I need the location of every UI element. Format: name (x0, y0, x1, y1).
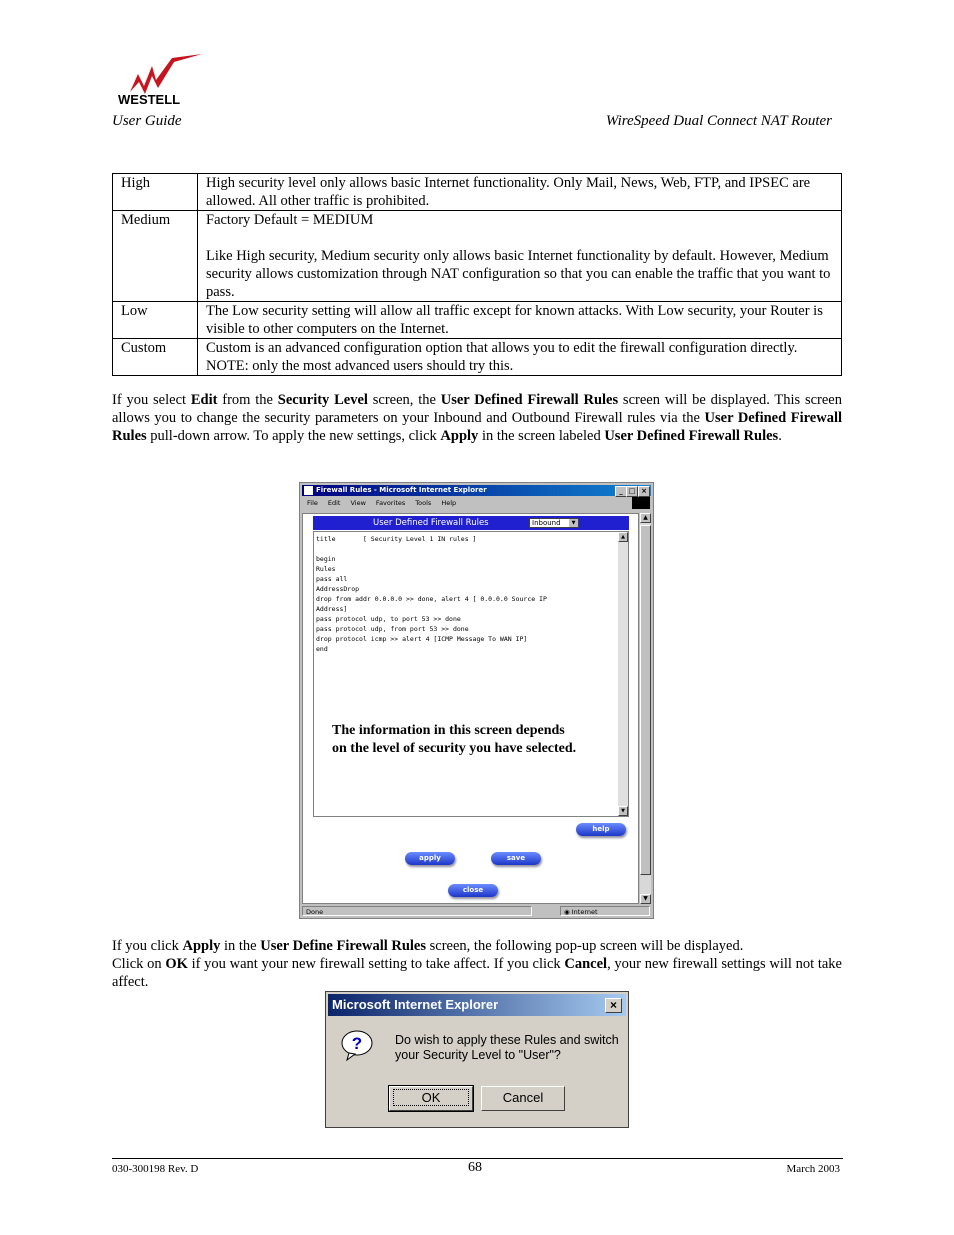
menu-favorites[interactable]: Favorites (375, 499, 406, 507)
header-product-title: WireSpeed Dual Connect NAT Router (605, 113, 832, 129)
chevron-down-icon[interactable]: ▼ (569, 519, 578, 527)
bold-term: Security Level (277, 392, 368, 408)
close-button[interactable]: close (448, 884, 498, 897)
direction-select[interactable] (529, 518, 579, 528)
dialog-message (395, 1033, 619, 1063)
scroll-down-icon[interactable]: ▼ (618, 806, 628, 816)
menu-tools[interactable]: Tools (415, 499, 432, 507)
menu-file[interactable]: File (307, 499, 318, 507)
save-button[interactable]: save (491, 852, 541, 865)
bold-term: Apply (182, 938, 221, 954)
level-cell: Custom (113, 339, 198, 376)
table-row (113, 339, 842, 376)
menu-view[interactable]: View (350, 499, 366, 507)
window-title: Firewall Rules - Microsoft Internet Explorer (316, 486, 487, 494)
window-scrollbar[interactable] (640, 513, 651, 904)
table-row (113, 174, 842, 211)
header-guide-title: User Guide (112, 113, 182, 129)
screen-note-line: The information in this screen depends (332, 723, 565, 738)
description-text: Custom is an advanced configuration option that allows you to edit the firewall configuration directly. NOTE: only the most advanced users should try this. (206, 340, 798, 374)
ie-icon (304, 486, 313, 495)
status-done: Done (306, 908, 324, 916)
page-content (302, 513, 639, 904)
description-cell (198, 174, 842, 211)
zone-label: Internet (571, 908, 598, 916)
description-cell (198, 302, 842, 339)
page-number: 68 (468, 1160, 482, 1175)
scroll-up-icon[interactable]: ▲ (640, 513, 651, 523)
screen-note-line: on the level of security you have selected. (332, 741, 577, 756)
close-icon[interactable]: × (638, 486, 650, 497)
dialog-title: Microsoft Internet Explorer (332, 997, 499, 1012)
level-cell: Medium (113, 211, 198, 302)
description-cell (198, 339, 842, 376)
table-row (113, 302, 842, 339)
level-cell: High (113, 174, 198, 211)
screen-note (332, 722, 576, 758)
svg-text:?: ? (351, 1034, 363, 1053)
bold-term: Cancel (564, 956, 608, 972)
page-title-bar (313, 516, 629, 530)
status-bar (302, 906, 651, 917)
menu-bar (302, 497, 651, 510)
scroll-up-icon[interactable]: ▲ (618, 532, 628, 542)
help-button[interactable]: help (576, 823, 626, 836)
confirm-dialog (325, 991, 629, 1128)
doc-date: March 2003 (786, 1163, 840, 1175)
bold-term: User Defined Firewall Rules (604, 428, 779, 444)
minimize-icon[interactable]: _ (615, 486, 627, 497)
rules-text: title [ Security Level 1 IN rules ] begin Rules pass all AddressDrop drop from addr 0.0.0.0 >> done, alert 4 [ 0.0.0.0 Source IP Address] pass protocol udp, to port 53 >> done pass protocol udp, from port 53 >> done drop protocol icmp >> alert 4 [ICMP Message To WAN IP] end (316, 535, 547, 653)
dialog-message-line: your Security Level to "User"? (395, 1048, 561, 1062)
dialog-titlebar (328, 994, 626, 1016)
security-levels-table (112, 173, 842, 376)
brand-wordmark: WESTELL (118, 92, 181, 107)
table-row (113, 211, 842, 302)
close-icon[interactable]: × (605, 998, 622, 1013)
scroll-thumb[interactable] (640, 525, 651, 875)
bold-term: User Defined Firewall Rules (440, 392, 619, 408)
description-text: High security level only allows basic Internet functionality. Only Mail, News, Web, FTP, and IPSEC are allowed. All other traffic is prohibited. (206, 175, 811, 209)
scroll-down-icon[interactable]: ▼ (640, 894, 651, 904)
bold-term: OK (165, 956, 188, 972)
description-text: Factory Default = MEDIUM (206, 212, 374, 228)
rules-scrollbar[interactable] (618, 532, 628, 816)
edit-instructions-paragraph: If you select Edit from the Security Level screen, the User Defined Firewall Rules screen will be displayed. This screen allows you to change the security parameters on your Inbound and Outbound Firewall rules via the User Defined Firewall Rules pull-down arrow. To apply the new settings, click Apply in the screen labeled User Defined Firewall Rules. (112, 392, 843, 444)
doc-number: 030-300198 Rev. D (112, 1163, 199, 1175)
westell-logo (112, 52, 212, 110)
question-icon (341, 1029, 374, 1062)
menu-help[interactable]: Help (441, 499, 457, 507)
bold-term: User Define Firewall Rules (260, 938, 427, 954)
bold-term: User Defined Firewall Rules (112, 410, 843, 444)
globe-icon: ◉ (564, 908, 572, 916)
direction-select-value: Inbound (532, 519, 561, 527)
bold-term: Edit (190, 392, 218, 408)
description-text: The Low security setting will allow all traffic except for known attacks. With Low security, your Router is visible to other computers on the Internet. (206, 303, 823, 337)
apply-instructions-paragraph: If you click Apply in the User Define Firewall Rules screen, the following pop-up screen will be displayed. Click on OK if you want your new firewall setting to take affect. If you click Cancel, your new firewall settings will not take affect. (112, 938, 842, 990)
maximize-icon[interactable]: □ (626, 486, 638, 497)
windows-logo-icon (632, 497, 650, 509)
level-cell: Low (113, 302, 198, 339)
zone-indicator (560, 906, 650, 916)
menu-edit[interactable]: Edit (327, 499, 341, 507)
window-titlebar (302, 485, 651, 496)
page-title: User Defined Firewall Rules (373, 518, 489, 528)
ok-label: OK (393, 1089, 470, 1106)
rules-textarea[interactable] (313, 531, 629, 817)
bold-term: Apply (440, 428, 479, 444)
description-cell (198, 211, 842, 302)
status-text (302, 906, 532, 916)
dialog-message-line: Do wish to apply these Rules and switch (395, 1033, 619, 1047)
cancel-button[interactable]: Cancel (481, 1086, 565, 1111)
apply-button[interactable]: apply (405, 852, 455, 865)
description-text: Like High security, Medium security only allows basic Internet functionality by default. However, Medium security allows customization through NAT configuration so that you can enable the traffic that you want to pass. (206, 248, 831, 300)
ok-button[interactable] (389, 1086, 473, 1111)
firewall-rules-window (299, 482, 654, 919)
footer-divider (112, 1158, 843, 1159)
